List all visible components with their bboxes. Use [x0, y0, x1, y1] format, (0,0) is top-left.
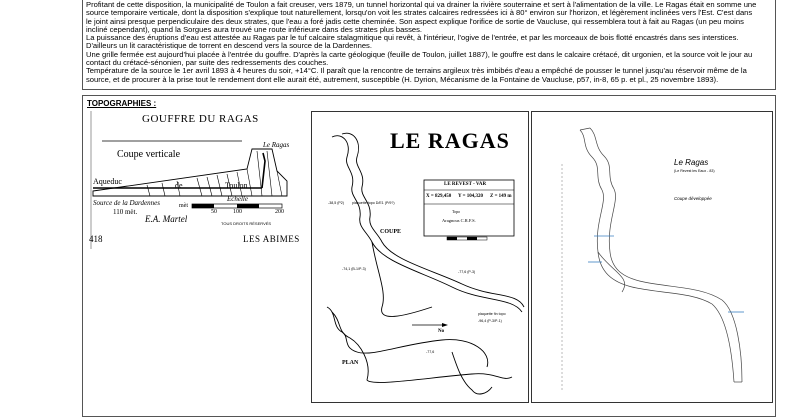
ragas-coord-y: Y = 104,320	[458, 194, 484, 199]
book-page-number: 418	[89, 234, 103, 244]
paragraph-line: La puissance des éruptions d'eau est attestée au Ragas par le tuf calcaire stalagmitique qui revêt, à l'intérieur, l'ogive de l'entrée, et par les morceaux de bois flotté encastrés dans ses interstices.	[86, 33, 739, 43]
martel-scale-tick: 50	[211, 209, 217, 215]
ragas-coupe-label: COUPE	[380, 229, 401, 235]
book-title: LES ABIMES	[243, 234, 300, 244]
developed-title: Le Ragas	[674, 158, 709, 167]
martel-de-label: de	[175, 181, 183, 190]
paragraph-line: source, et de procurer à la prise tout le rendement dont elle aurait été, autrement, susceptible (H. Dyrion, Mécanisme de la Fontaine de Vaucluse, p57, in-8, 65 p. et pl., 25 novembre 1893).	[86, 74, 719, 84]
ragas-club: Aragnous C.R.F.S.	[442, 218, 476, 223]
martel-scale-tick: 200	[275, 209, 284, 215]
ragas-topo-label: Topo	[452, 209, 461, 214]
ragas-coupe-plan-drawing[interactable]	[311, 111, 529, 403]
paragraph-line: Température de la source le 1er avril 1893 à 4 heures du soir, +14°C. Il paraît que la rencontre de terrains argileux très imbibés d'eau a empêché de pousser le tunnel jusqu'au réservoir même de la	[86, 66, 747, 76]
ragas-depth-point: -77,6 (P-3)	[458, 270, 476, 274]
martel-scale-start: mèt	[179, 203, 188, 209]
ragas-developed-lines	[532, 112, 774, 404]
ragas-north-label: No	[438, 329, 445, 334]
ragas-plan-label: PLAN	[342, 360, 359, 366]
martel-scale-label: Echelle	[227, 195, 248, 203]
martel-rights: TOUS DROITS RÉSERVÉS	[221, 221, 272, 226]
ragas-depth-point: plaquette fin topo	[478, 312, 506, 316]
ragas-info-header: LE REVEST - VAR	[444, 182, 487, 187]
paragraph-line: Une grille fermée est aujourd'hui placée à l'entrée du gouffre. D'après la carte géologique (feuille de Toulon, juillet 1887), le gouffre est dans le calcaire crétacé, dit urgonien, et la source voit le jour au	[86, 49, 753, 59]
ragas-depth-point: -77,6	[426, 350, 435, 354]
martel-subtitle: Coupe verticale	[117, 149, 181, 160]
paragraph-line: D'ailleurs un lit caractéristique de torrent en descend vers la source de la Dardennes.	[86, 41, 372, 51]
paragraph-line: incliné cependant), quand la Sorgues aura trouvé une route inférieure dans des strates plus basses.	[86, 24, 423, 34]
topographies-heading: TOPOGRAPHIES :	[87, 99, 157, 108]
description-text-box	[82, 0, 776, 90]
martel-ragas-label: Le Ragas	[263, 141, 290, 149]
developed-coupe-label: Coupe développée	[674, 196, 712, 201]
martel-signature: E.A. Martel	[145, 214, 188, 224]
ragas-depth-note: plaquette topo D/E1 (P/9?)	[352, 201, 395, 205]
martel-source-label: Source de la Dardennes	[93, 199, 160, 207]
paragraph-line: le joint ainsi presque perpendiculaire des deux strates, que l'eau a foré jadis cette cheminée. Son aspect explique l'orifice de sortie de Vaucluse, qui ressemblera tout à fait au Ragas (un peu moins	[86, 16, 744, 26]
martel-altitude-label: 110 mèt.	[113, 208, 138, 216]
ragas-developed-section-drawing[interactable]	[531, 111, 773, 403]
martel-title: GOUFFRE DU RAGAS	[142, 113, 259, 125]
ragas-coord-x: X = 829,450	[426, 194, 452, 199]
martel-section-drawing[interactable]	[87, 111, 304, 249]
ragas-depth-point: -74,1 (B-1/P-3)	[342, 267, 366, 271]
paragraph-line: contact du crétacé-sénonien, par suite des redressements des couches.	[86, 58, 329, 68]
ragas-title: LE RAGAS	[390, 128, 510, 153]
topographies-box	[82, 95, 776, 417]
developed-location: (Le Revest les Eaux - 83)	[674, 169, 715, 173]
ragas-depth-point: -96,4 (P-3/P-1)	[478, 319, 502, 323]
ragas-coord-z: Z = 149 m	[490, 194, 512, 199]
martel-toulon-label: Toulon	[225, 181, 248, 190]
ragas-depth-point: -38,5 (P2)	[328, 201, 344, 205]
paragraph-line: source temporaire verticale, dont la disposition s'explique tout naturellement, lorsqu'on voit les strates calcaires redressées ici à 80° environ sur l'horizon, et légèrement inclinées vers l'Est. C'est dans	[86, 8, 753, 18]
martel-aqueduc-label: Aqueduc	[93, 177, 122, 186]
paragraph-line: Profitant de cette disposition, la municipalité de Toulon a fait creuser, vers 1879, un tunnel horizontal qui va drainer la rivière souterraine et sert à l'alimentation de la ville. Le Ragas était en somme une	[86, 0, 757, 9]
martel-scale-tick: 100	[233, 209, 242, 215]
